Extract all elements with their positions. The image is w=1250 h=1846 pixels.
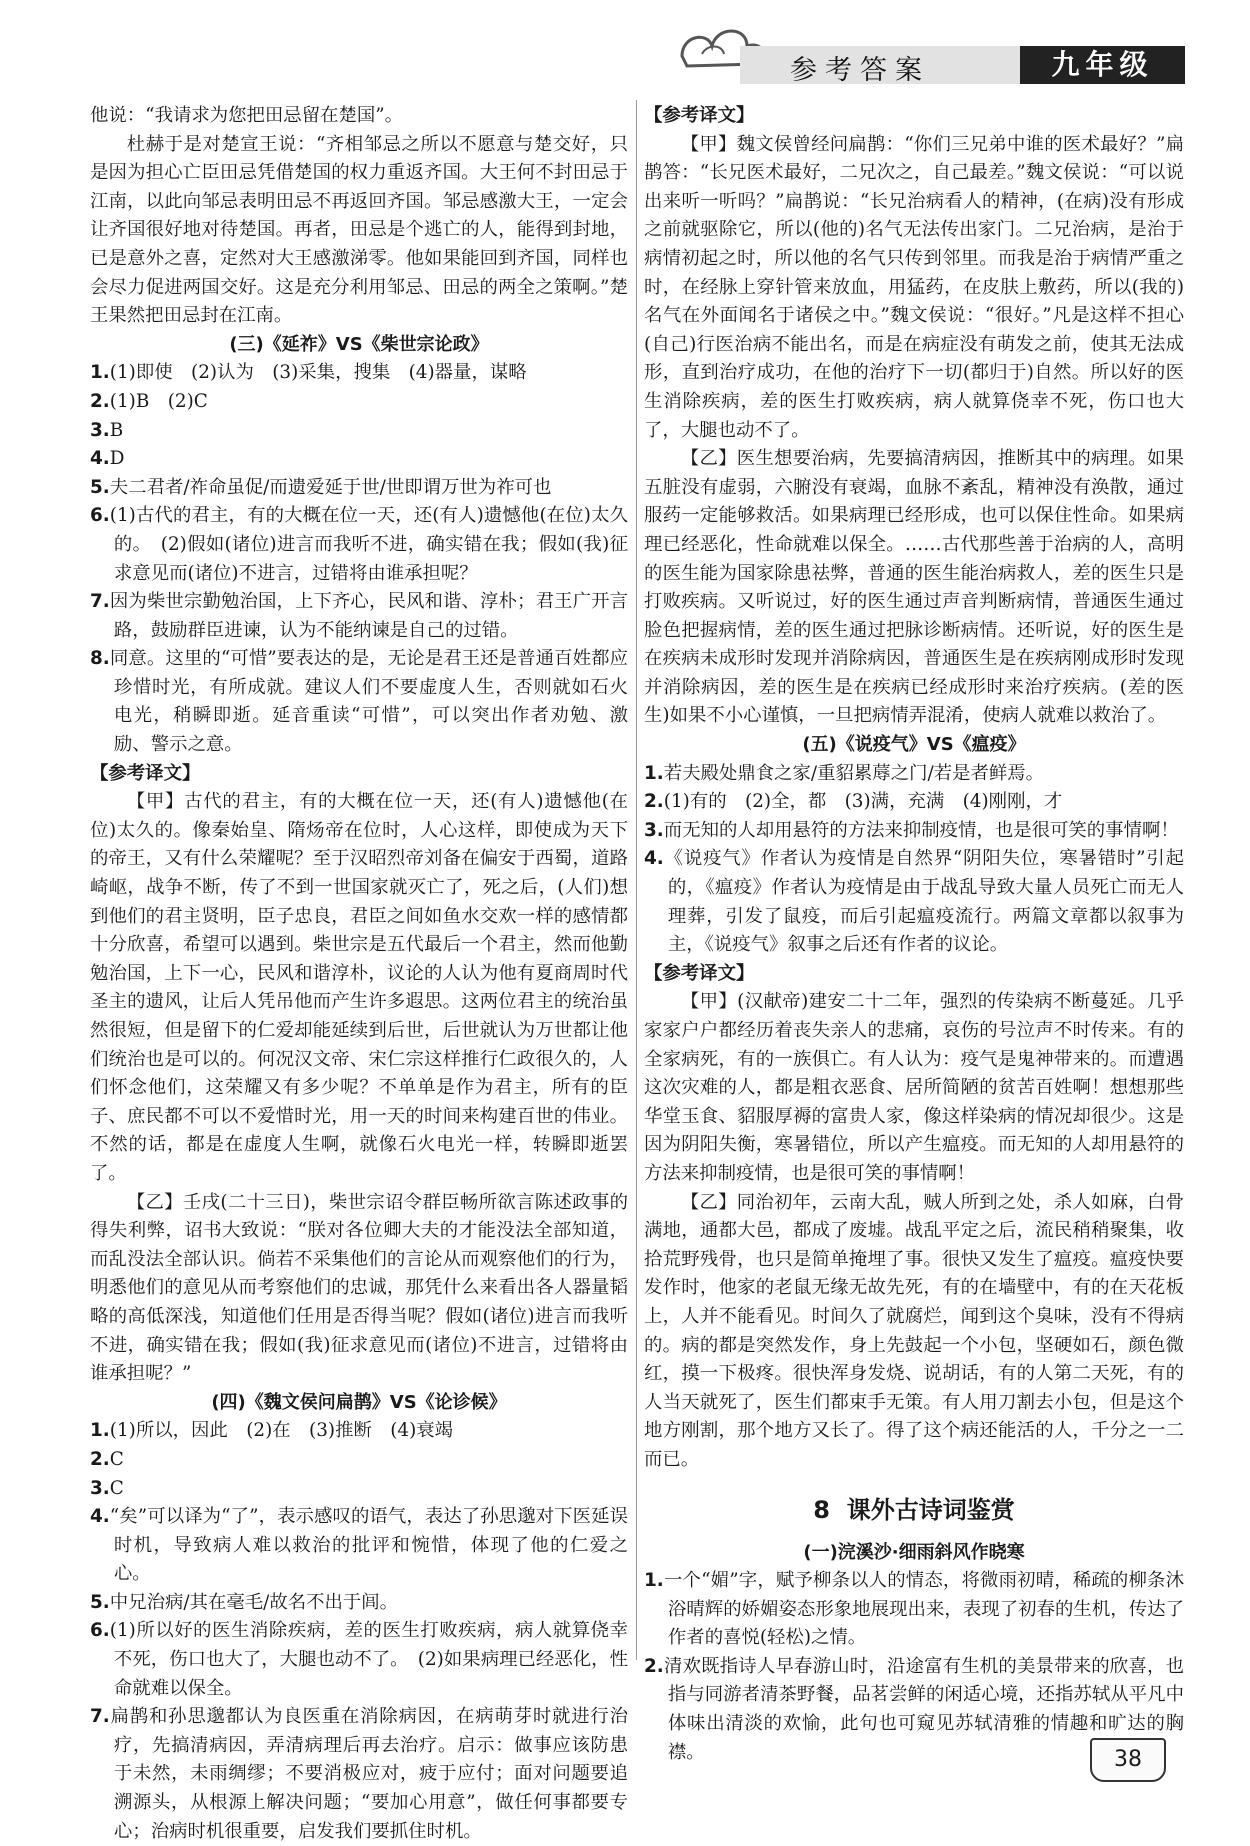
page-header [0,0,1250,90]
answer-item: 1.一个“媚”字，赋予柳条以人的情态，将微雨初晴，稀疏的柳条沐浴晴辉的娇媚姿态形象地展现出来，表现了初春的生机，传达了作者的喜悦(轻松)之情。 [644,1570,1184,1649]
answer-item: 1.(1)所以，因此 (2)在 (3)推断 (4)衰竭 [90,1420,454,1442]
answer-item: 2.清欢既指诗人早春游山时，沿途富有生机的美景带来的欣喜，也指与同游者清茶野餐，品茗尝鲜的闲适心境，还指苏轼从平凡中体味出清淡的欢愉，此句也可窥见苏轼清雅的情趣和旷达的胸襟。 [644,1655,1184,1763]
chapter-heading [644,1493,1184,1527]
answer-list [90,1417,628,1846]
answer-item: 1.若夫殿处鼎食之家/重貂累蓐之门/若是者鲜焉。 [644,762,1045,784]
answer-item: 1.(1)即使 (2)认为 (3)采集，搜集 (4)器量，谋略 [90,362,527,384]
answer-item: 6.(1)古代的君主，有的大概在位一天，还(有人)遗憾他(在位)太久的。 (2)假如(诸位)进言而我听不进，确实错在我；假如(我)征求意见而(诸位)不进言，过错将由谁承担呢？ [90,505,628,584]
section-heading: (四)《魏文侯问扁鹊》VS《论诊候》 [211,1391,507,1413]
answer-item: 6.(1)所以好的医生消除疾病，差的医生打败疾病，病人就算侥幸不死，伤口也大了，大腿也动不了。 (2)如果病理已经恶化，性命就难以保全。 [90,1620,628,1699]
section-heading: (五)《说疫气》VS《瘟疫》 [802,734,1026,756]
reference-label: 【参考译文】 [90,762,201,784]
translation-paragraph: 【甲】(汉献帝)建安二十二年，强烈的传染病不断蔓延。几乎家家户户都经历着丧失亲人的悲痛，哀伤的号泣声不时传来。有的全家病死，有的一族俱亡。有人认为：疫气是鬼神带来的。而遭遇这次灾难的人，都是粗衣恶食、居所简陋的贫苦百姓啊！想想那些华堂玉食、貂服厚褥的富贵人家，像这样染病的情况却很少。这是因为阴阳失衡，寒暑错位，所以产生瘟疫。而无知的人却用悬符的方法来抑制疫情，也是很可笑的事情啊！ [644,991,1184,1184]
answer-item: 2.(1)B (2)C [90,390,208,412]
chapter-number: 8 [813,1495,830,1524]
left-column [90,102,628,1846]
answer-item: 3.B [90,419,124,441]
right-column [644,102,1184,1767]
answer-item: 3.而无知的人却用悬符的方法来抑制疫情，也是很可笑的事情啊！ [644,819,1179,841]
header-title: 参考答案 [790,55,930,86]
answer-item: 4.D [90,448,125,470]
header-grade-badge: 九年级 [1020,46,1185,84]
chapter-title: 课外古诗词鉴赏 [846,1495,1015,1524]
answer-item: 2.C [90,1448,124,1470]
translation-paragraph: 【乙】壬戌(二十三日)，柴世宗诏令群臣畅所欲言陈述政事的得失利弊，诏书大致说：“朕对各位卿大夫的才能没法全部知道，而乱没法全部认识。倘若不采集他们的言论从而观察他们的行为，明悉他们的意见从而考察他们的忠诚，那凭什么来看出各人器量韬略的高低深浅，知道他们任用是否得当呢？假如(诸位)进言而我听不进，确实错在我；假如(我)征求意见而(诸位)不进言，过错将由谁承担呢？” [90,1191,628,1385]
translation-paragraph: 【乙】医生想要治病，先要搞清病因，推断其中的病理。如果五脏没有虚弱，六腑没有衰竭，血脉不紊乱，精神没有涣散，通过服药一定能够救活。如果病理已经形成，也可以保住性命。如果病理已经恶化，性命就难以保全。……古代那些善于治病的人，高明的医生能为国家除患祛弊，普通的医生能治病救人，差的医生只是打败疾病。又听说过，好的医生通过声音判断病情，普通医生通过脸色把握病情，差的医生通过把脉诊断病情。还听说，好的医生是在疾病未成形时发现并消除病因，普通医生是在疾病刚成形时发现并消除病因，差的医生是在疾病已经成形时来治疗疾病。(差的医生)如果不小心谨慎，一旦把病情弄混淆，使病人就难以救治了。 [644,448,1184,727]
answer-item: 5.中兄治病/其在毫毛/故名不出于闾。 [90,1591,399,1613]
section-heading: (一)浣溪沙·细雨斜风作晓寒 [803,1541,1025,1563]
paragraph: 杜赫于是对楚宣王说：“齐相邹忌之所以不愿意与楚交好，只是因为担心亡臣田忌凭借楚国的权力重返齐国。大王何不封田忌于江南，以此向邹忌表明田忌不再返回齐国。邹忌感激大王，一定会让齐国很好地对待楚国。再者，田忌是个逃亡的人，能得到封地，已是意外之喜，定然对大王感激涕零。他如果能回到齐国，同样也会尽力促进两国交好。这是充分利用邹忌、田忌的两全之策啊。”楚王果然把田忌封在江南。 [90,133,628,327]
answer-list [644,760,1184,960]
answer-item: 5.夫二君者/祚命虽促/而遗爱延于世/世即谓万世为祚可也 [90,476,552,498]
answer-item: 4.“矣”可以译为“了”，表示感叹的语气，表达了孙思邈对下医延误时机，导致病人难以救治的批评和惋惜，体现了他的仁爱之心。 [90,1506,628,1585]
answer-item: 8.同意。这里的“可惜”要表达的是，无论是君王还是普通百姓都应珍惜时光，有所成就。建议人们不要虚度人生，否则就如石火电光，稍瞬即逝。延音重读“可惜”，可以突出作者劝勉、激励、警示之意。 [90,648,628,756]
answer-list [90,359,628,759]
section-heading: (三)《延祚》VS《柴世宗论政》 [229,333,489,355]
translation-paragraph: 【甲】魏文侯曾经问扁鹊：“你们三兄弟中谁的医术最好？”扁鹊答：“长兄医术最好，二兄次之，自己最差。”魏文侯说：“可以说出来听一听吗？”扁鹊说：“长兄治病看人的精神，(在病)没有形成之前就驱除它，所以(他的)名气无法传出家门。二兄治病，是治于病情初起之时，所以他的名气只传到邻里。而我是治于病情严重之时，在经脉上穿针管来放血，用猛药，在皮肤上敷药，所以(我的)名气在外面闻名于诸侯之中。”魏文侯说：“很好。”凡是这样不担心(自己)行医治病不能出名，而是在病症没有萌发之前，使其无法成形，直到治疗成功，在他的治疗下一切(都归于)自然。所以好的医生消除疾病，差的医生打败疾病，病人就算侥幸不死，伤口也大了，大腿也动不了。 [644,133,1184,441]
translation-paragraph: 【乙】同治初年，云南大乱，贼人所到之处，杀人如麻，白骨满地，通都大邑，都成了废墟。战乱平定之后，流民稍稍聚集，收拾荒野残骨，也只是简单掩埋了事。很快又发生了瘟疫。瘟疫快要发作时，他家的老鼠无缘无故先死，有的在墙壁中，有的在天花板上，人并不能看见。时间久了就腐烂，闻到这个臭味，没有不得病的。病的都是突然发作，身上先鼓起一个小包，坚硬如石，颜色微红，摸一下极疼。很快浑身发烧、说胡话，有的人第二天死，有的人当天就死了，医生们都束手无策。有人用刀割去小包，但是这个地方刚割，那个地方又长了。得了这个病还能活的人，千分之一二而已。 [644,1191,1184,1470]
answer-item: 3.C [90,1477,124,1499]
page-number: 38 [1090,1738,1166,1782]
answer-item: 7.扁鹊和孙思邈都认为良医重在消除病因，在病萌芽时就进行治疗，先搞清病因，弄清病理后再去治疗。启示：做事应该防患于未然，未雨绸缪；不要消极应对，疲于应付；面对问题要追溯源头，从根源上解决问题；“要加心用意”，做任何事都要专心；治病时机很重要，启发我们要抓住时机。 [90,1706,628,1842]
column-divider [636,100,637,1660]
paragraph: 他说：“我请求为您把田忌留在楚国”。 [90,105,404,126]
translation-paragraph: 【甲】古代的君主，有的大概在位一天，还(有人)遗憾他(在位)太久的。像秦始皇、隋炀帝在位时，人心这样，即使成为天下的帝王，又有什么荣耀呢？至于汉昭烈帝刘备在偏安于西蜀，道路崎岖，战争不断，传了不到一世国家就灭亡了，死之后，(人们)想到他们的君主贤明，臣子忠良，君臣之间如鱼水交欢一样的感情都十分欣喜，希望可以遇到。柴世宗是五代最后一个君主，然而他勤勉治国，上下一心，民风和谐淳朴，议论的人认为他有夏商周时代圣主的遗风，让后人凭吊他而产生许多遐思。这两位君主的统治虽然很短，但是留下的仁爱却能延续到后世，后世就认为万世都让他们统治也是可以的。何况汉文帝、宋仁宗这样推行仁政很久的，人们怀念他们，这荣耀又有多少呢？不单单是作为君主，所有的臣子、庶民都不可以不爱惜时光，用一天的时间来构建百世的伟业。不然的话，都是在虚度人生啊，就像石火电光一样，转瞬即逝罢了。 [90,791,628,1184]
answer-item: 4.《说疫气》作者认为疫情是自然界“阴阳失位，寒暑错时”引起的，《瘟疫》作者认为疫情是由于战乱导致大量人员死亡而无人理葬，引发了鼠疫，而后引起瘟疫流行。两篇文章都以叙事为主，《说疫气》叙事之后还有作者的议论。 [644,848,1184,956]
reference-label: 【参考译文】 [644,962,755,984]
answer-item: 2.(1)有的 (2)全，都 (3)满，充满 (4)刚刚，才 [644,791,1063,813]
reference-label: 【参考译文】 [644,105,755,126]
answer-item: 7.因为柴世宗勤勉治国，上下齐心，民风和谐、淳朴；君王广开言路，鼓励群臣进谏，认为不能纳谏是自己的过错。 [90,591,628,641]
